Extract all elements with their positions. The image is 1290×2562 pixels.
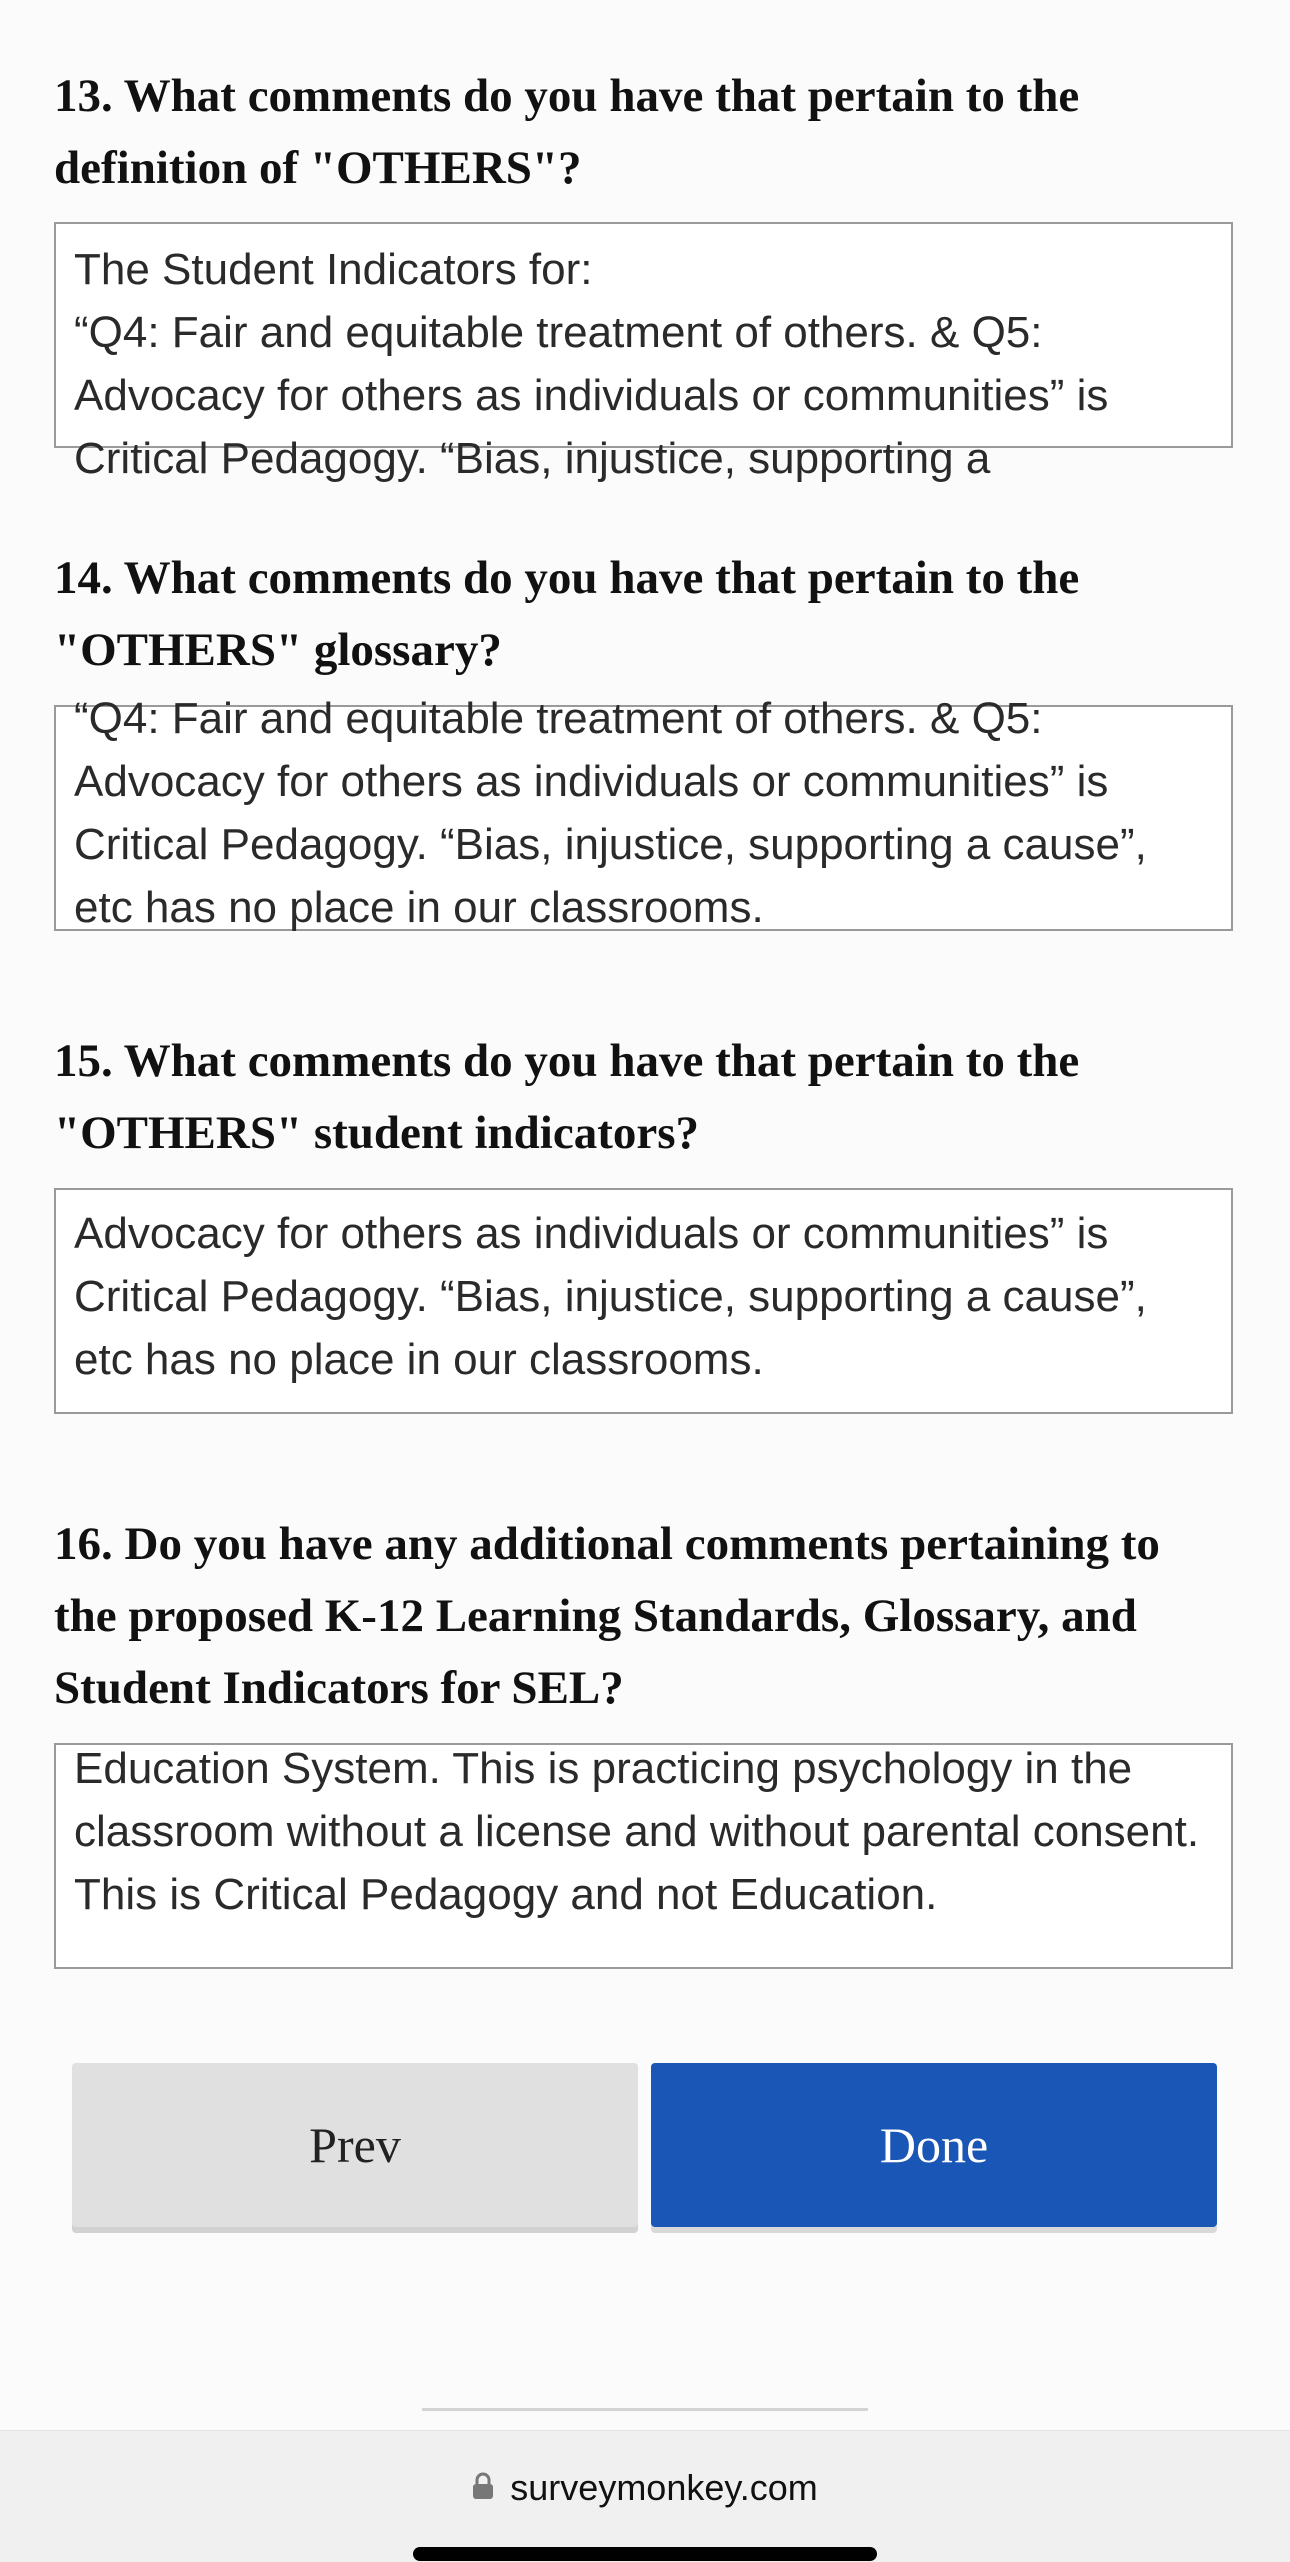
question-13 [54,60,1234,204]
answer-textarea-14[interactable] [54,694,1233,932]
answer-text: The Student Indicators for: “Q4: Fair and equitable treatment of others. & Q5: Advocacy for others as individuals or communities” is Critical Pedagogy. “Bias, injustice, supporting a [74,245,1109,483]
url-display[interactable] [0,2467,1290,2509]
question-title: 15. What comments do you have that pertain to the "OTHERS" student indicators? [54,1035,1080,1159]
question-15 [54,1025,1234,1169]
home-indicator[interactable] [413,2547,877,2561]
answer-text: “Q4: Fair and equitable treatment of others. & Q5: Advocacy for others as individuals or communities” is Critical Pedagogy. “Bias, injustice, supporting a cause”, etc has no place in our classrooms. [74,694,1160,932]
answer-textarea-15[interactable] [54,1188,1233,1414]
answer-text: Education System. This is practicing psychology in the classroom without a license and without parental consent. This is Critical Pedagogy and not Education. [74,1744,1211,1919]
question-title: 16. Do you have any additional comments pertaining to the proposed K-12 Learning Standards, Glossary, and Student Indicators for SEL? [54,1518,1160,1714]
prev-button[interactable]: Prev [72,2063,638,2227]
question-16 [54,1508,1234,1724]
url-text: surveymonkey.com [510,2467,818,2508]
answer-textarea-13[interactable] [54,222,1233,483]
answer-text: Advocacy for others as individuals or communities” is Critical Pedagogy. “Bias, injustice, supporting a cause”, etc has no place in our classrooms. [74,1209,1160,1384]
answer-textarea-16[interactable] [54,1743,1233,1969]
question-title: 14. What comments do you have that pertain to the "OTHERS" glossary? [54,552,1080,676]
divider [422,2408,868,2411]
browser-address-bar[interactable] [0,2430,1290,2562]
lock-icon [472,2467,494,2509]
question-title: 13. What comments do you have that pertain to the definition of "OTHERS"? [54,70,1080,194]
done-button[interactable]: Done [651,2063,1217,2227]
question-14 [54,542,1234,686]
